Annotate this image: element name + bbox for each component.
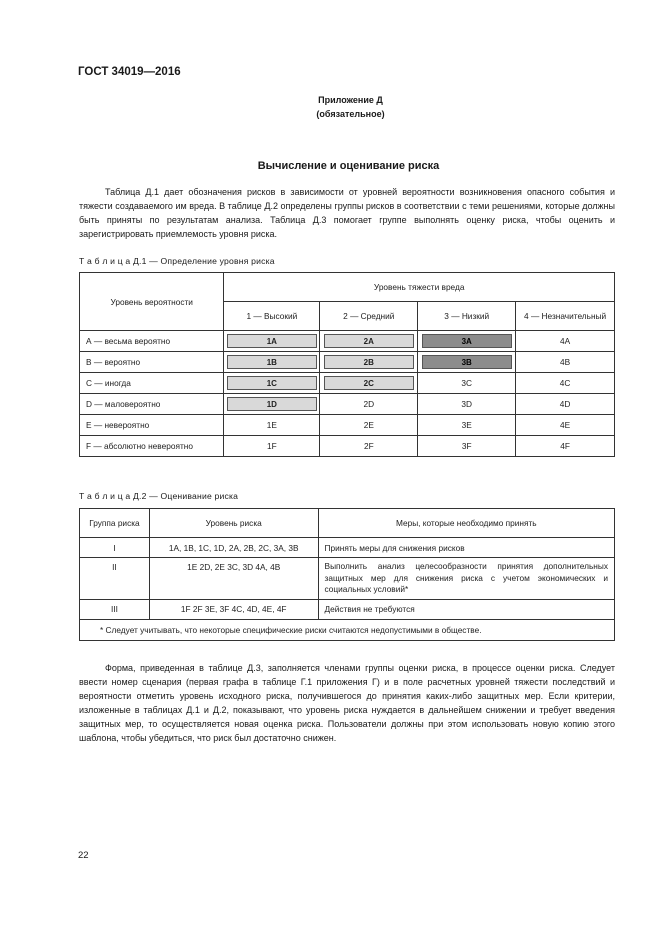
- risk-cell: 4D: [516, 394, 615, 415]
- probability-header: Уровень вероятности: [80, 273, 224, 331]
- section-title: Вычисление и оценивание риска: [257, 160, 440, 172]
- intro-text: Таблица Д.1 дает обозначения рисков в зависимости от уровней вероятности возникновения опасного события и тяжести создаваемого им вреда. В таблице Д.2 определены группы рисков в соответствии с теми решениями, которые должны быть приняты по результатам анализа. Таблица Д.3 помогает группе выполнять оценку риска, чтобы оценить и зарегистрировать приемлемость уровня риска.: [79, 187, 615, 239]
- risk-cell: 4A: [516, 331, 615, 352]
- risk-cell: [320, 373, 418, 394]
- risk-cell: [418, 331, 516, 352]
- risk-cell: 3F: [418, 436, 516, 457]
- level-header: Уровень риска: [149, 509, 318, 538]
- severity-col-header: 2 — Средний: [320, 302, 418, 331]
- risk-group: II: [80, 558, 150, 600]
- risk-levels: 1F 2F 3E, 3F 4C, 4D, 4E, 4F: [149, 599, 318, 619]
- risk-measures: Выполнить анализ целесообразности принятия дополнительных защитных мер для снижения риска с учетом экономических и социальных условий*: [318, 558, 614, 600]
- risk-cell: 3D: [418, 394, 516, 415]
- table-row: [80, 415, 615, 436]
- risk-code-highlight: 2C: [324, 376, 414, 390]
- risk-code-highlight: 1D: [227, 397, 317, 411]
- probability-level: А — весьма вероятно: [80, 331, 224, 352]
- table-row: [80, 538, 615, 558]
- probability-level: D — маловероятно: [80, 394, 224, 415]
- appendix-title: Приложение Д: [318, 95, 383, 105]
- risk-cell: [320, 331, 418, 352]
- table-row: [80, 599, 615, 619]
- risk-cell: 3C: [418, 373, 516, 394]
- risk-levels: 1A, 1B, 1C, 1D, 2A, 2B, 2C, 3A, 3B: [149, 538, 318, 558]
- risk-cell: 2D: [320, 394, 418, 415]
- risk-measures: Действия не требуются: [318, 599, 614, 619]
- closing-text: Форма, приведенная в таблице Д.3, заполняется членами группы оценки риска, в процессе оценки риска. Следует ввести номер сценария (первая графа в таблице Г.1 приложения Г) и в поле расчетных уровней тяжести последствий и вероятности отметить уровень исходного риска, получившегося до принятия каких-либо защитных мер. Если критерии, изложенные в таблицах Д.1 и Д.2, показывают, что уровень риска нуждается в дальнейшем снижении и требует введения защитных мер, то осуществляется новая оценка риска. Пользователи должны при этом использовать новую копию этого шаблона, чтобы убедиться, что риск был достаточно снижен.: [79, 663, 615, 743]
- risk-cell: [224, 373, 320, 394]
- measures-header: Меры, которые необходимо принять: [318, 509, 614, 538]
- severity-header: Уровень тяжести вреда: [224, 273, 615, 302]
- probability-level: Е — невероятно: [80, 415, 224, 436]
- risk-code-highlight: 1A: [227, 334, 317, 348]
- risk-cell: 2E: [320, 415, 418, 436]
- risk-cell: 4F: [516, 436, 615, 457]
- standard-header: ГОСТ 34019—2016: [78, 66, 181, 78]
- severity-col-header: 1 — Высокий: [224, 302, 320, 331]
- group-header: Группа риска: [80, 509, 150, 538]
- table2-caption: Т а б л и ц а Д.2 — Оценивание риска: [79, 491, 239, 501]
- risk-cell: [320, 352, 418, 373]
- risk-cell: 2F: [320, 436, 418, 457]
- appendix-status: (обязательное): [316, 109, 385, 119]
- risk-cell: [224, 352, 320, 373]
- risk-levels: 1E 2D, 2E 3C, 3D 4A, 4B: [149, 558, 318, 600]
- intro-paragraph: [79, 185, 615, 241]
- table-footnote: * Следует учитывать, что некоторые специфические риски считаются недопустимыми в обществе.: [80, 619, 615, 640]
- risk-measures: Принять меры для снижения рисков: [318, 538, 614, 558]
- risk-cell: 1E: [224, 415, 320, 436]
- risk-code-highlight: 2B: [324, 355, 414, 369]
- table-row: [80, 373, 615, 394]
- risk-code-highlight: 3A: [422, 334, 512, 348]
- risk-cell: 1F: [224, 436, 320, 457]
- closing-paragraph: [79, 661, 615, 745]
- risk-cell: [224, 394, 320, 415]
- table-row: [80, 331, 615, 352]
- risk-cell: 4B: [516, 352, 615, 373]
- table-row: [80, 436, 615, 457]
- risk-cell: [418, 352, 516, 373]
- risk-code-highlight: 2A: [324, 334, 414, 348]
- table1-caption: Т а б л и ц а Д.1 — Определение уровня риска: [79, 256, 275, 266]
- probability-level: В — вероятно: [80, 352, 224, 373]
- table-row: [80, 558, 615, 600]
- severity-col-header: 4 — Незначительный: [516, 302, 615, 331]
- severity-col-header: 3 — Низкий: [418, 302, 516, 331]
- probability-level: С — иногда: [80, 373, 224, 394]
- risk-group: I: [80, 538, 150, 558]
- risk-code-highlight: 1C: [227, 376, 317, 390]
- risk-cell: 4E: [516, 415, 615, 436]
- risk-cell: [224, 331, 320, 352]
- risk-evaluation-table: [79, 508, 615, 641]
- probability-level: F — абсолютно невероятно: [80, 436, 224, 457]
- page-number: 22: [78, 850, 89, 861]
- risk-cell: 3E: [418, 415, 516, 436]
- risk-code-highlight: 3B: [422, 355, 512, 369]
- risk-code-highlight: 1B: [227, 355, 317, 369]
- table-row: [80, 394, 615, 415]
- risk-group: III: [80, 599, 150, 619]
- risk-definition-table: [79, 272, 615, 457]
- table-row: [80, 352, 615, 373]
- risk-cell: 4C: [516, 373, 615, 394]
